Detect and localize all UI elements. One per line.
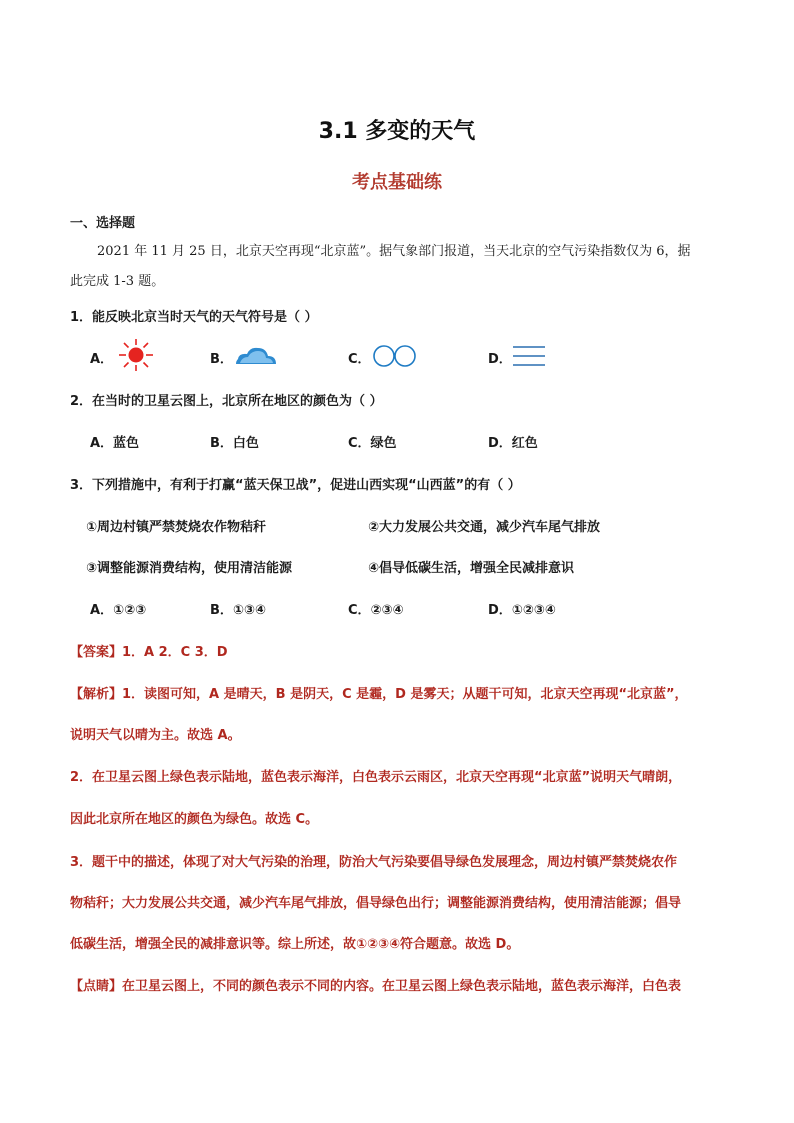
- analysis-line-5: 3．题干中的描述，体现了对大气污染的治理，防治大气污染要倡导绿色发展理念，周边村镇严禁焚烧农作: [70, 855, 678, 870]
- question-2-stem: 2．在当时的卫星云图上，北京所在地区的颜色为（ ）: [70, 394, 383, 409]
- analysis-line-3: 2．在卫星云图上绿色表示陆地，蓝色表示海洋，白色表示云雨区，北京天空再现“北京蓝”说明天气晴朗，: [70, 770, 682, 785]
- question-1-stem: 1．能反映北京当时天气的天气符号是（ ）: [70, 310, 318, 325]
- analysis-line-7: 低碳生活，增强全民的减排意识等。综上所述，故①②③④符合题意。故选 D。: [70, 937, 520, 952]
- page-subtitle: 考点基础练: [352, 172, 442, 193]
- q3-measure-2: ②大力发展公共交通，减少汽车尾气排放: [368, 520, 601, 535]
- q2-option-c[interactable]: C．绿色: [348, 436, 397, 451]
- analysis-line-2: 说明天气以晴为主。故选 A。: [70, 728, 241, 743]
- question-3-stem: 3．下列措施中，有利于打赢“蓝天保卫战”，促进山西实现“山西蓝”的有（ ）: [70, 478, 521, 493]
- q3-option-d[interactable]: D．①②③④: [488, 603, 556, 618]
- intro-line-2: 此完成 1-3 题。: [70, 274, 165, 289]
- analysis-line-6: 物秸秆；大力发展公共交通，减少汽车尾气排放，倡导绿色出行；调整能源消费结构，使用清洁能源；倡导: [70, 896, 682, 911]
- haze-circles-icon: [372, 344, 418, 368]
- q2-option-b[interactable]: B．白色: [210, 436, 259, 451]
- q1-option-b-label: B．: [210, 352, 233, 367]
- q2-option-a[interactable]: A．蓝色: [90, 436, 140, 451]
- overcast-cloud-icon: [234, 342, 278, 366]
- page-title: 3.1 多变的天气: [318, 119, 476, 144]
- q3-measure-1: ①周边村镇严禁焚烧农作物秸秆: [86, 520, 267, 535]
- q1-option-c[interactable]: [348, 348, 371, 367]
- q3-option-a[interactable]: A．①②③: [90, 603, 147, 618]
- q1-option-d-label: D．: [488, 352, 512, 367]
- q3-option-c[interactable]: C．②③④: [348, 603, 404, 618]
- fog-lines-icon: [512, 344, 546, 368]
- q1-option-d[interactable]: [488, 348, 512, 367]
- analysis-line-1: 【解析】1．读图可知，A 是晴天，B 是阴天，C 是霾，D 是雾天；从题干可知，北京天空再现“北京蓝”，: [70, 687, 688, 702]
- q3-measure-4: ④倡导低碳生活，增强全民减排意识: [368, 561, 575, 576]
- q1-option-a-label: A．: [90, 352, 114, 367]
- sun-icon: [116, 338, 156, 372]
- intro-line-1: 2021 年 11 月 25 日，北京天空再现“北京蓝”。据气象部门报道，当天北京的空气污染指数仅为 6，据: [97, 244, 691, 259]
- q3-measure-3: ③调整能源消费结构，使用清洁能源: [86, 561, 293, 576]
- q1-option-c-label: C．: [348, 352, 371, 367]
- q3-option-b[interactable]: B．①③④: [210, 603, 266, 618]
- q2-option-d[interactable]: D．红色: [488, 436, 538, 451]
- analysis-line-8: 【点睛】在卫星云图上，不同的颜色表示不同的内容。在卫星云图上绿色表示陆地，蓝色表示海洋，白色表: [70, 979, 682, 994]
- section-heading: 一、选择题: [70, 216, 136, 231]
- q1-option-a[interactable]: [90, 348, 113, 367]
- answer-line: 【答案】1．A 2．C 3．D: [70, 645, 228, 660]
- q1-option-b[interactable]: [210, 348, 233, 367]
- analysis-line-4: 因此北京所在地区的颜色为绿色。故选 C。: [70, 812, 319, 827]
